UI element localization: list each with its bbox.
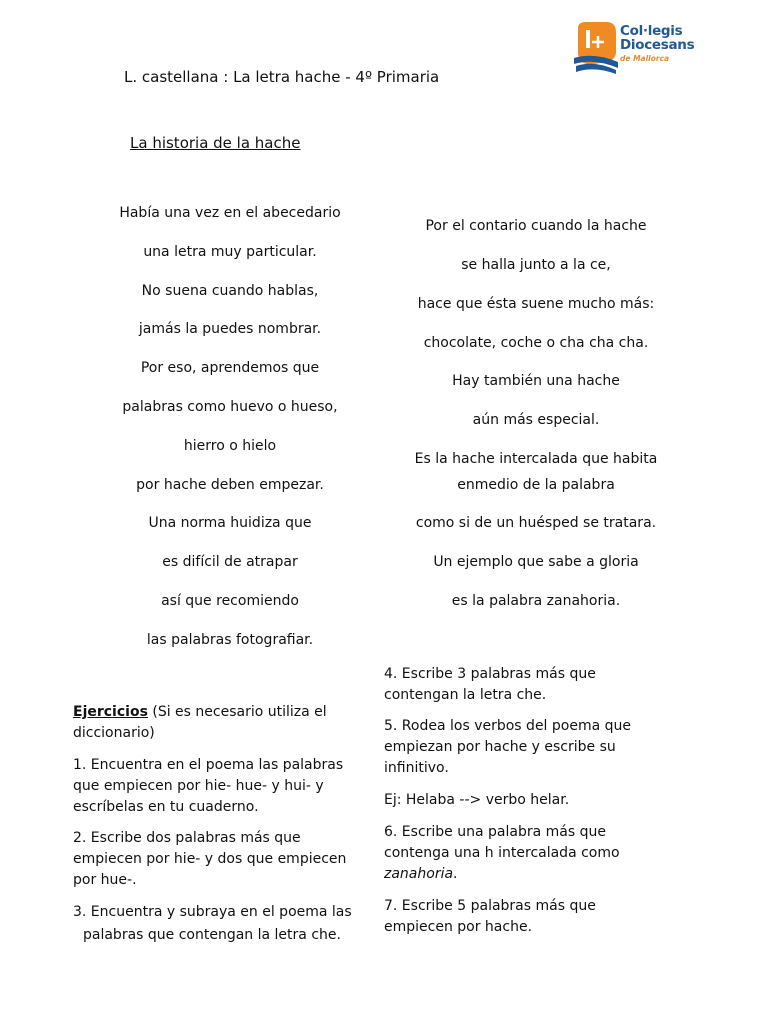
exercise-text: 3. Encuentra y subraya en el poema las: [73, 904, 352, 920]
page-header: L. castellana : La letra hache - 4º Primaria: [124, 68, 440, 86]
exercise-text: infinitivo.: [384, 760, 449, 776]
exercise-text: 1. Encuentra en el poema las palabras: [73, 757, 344, 773]
exercise-5: [384, 716, 684, 779]
exercise-6-word: zanahoria: [384, 866, 454, 882]
poem-line: palabras como huevo o hueso,: [122, 399, 338, 415]
exercises-heading: Ejercicios: [73, 704, 148, 720]
poem-line: Una norma huidiza que: [148, 515, 312, 531]
poem-line: Un ejemplo que sabe a gloria: [433, 554, 639, 570]
poem-line: se halla junto a la ce,: [461, 257, 611, 273]
logo-line-3: de Mallorca: [620, 54, 670, 63]
exercise-text: 5. Rodea los verbos del poema que: [384, 718, 631, 734]
poem-line: Es la hache intercalada que habita: [414, 451, 658, 467]
exercise-text: contenga una h intercalada como: [384, 845, 620, 861]
poem-line: chocolate, coche o cha cha cha.: [423, 335, 649, 351]
exercise-6: [384, 822, 684, 885]
school-logo-text: [620, 24, 694, 66]
exercise-4: [384, 664, 684, 706]
exercise-text: 6. Escribe una palabra más que: [384, 824, 606, 840]
poem-line: enmedio de la palabra: [457, 477, 615, 493]
poem-title: La historia de la hache: [130, 134, 301, 152]
poem-line: No suena cuando hablas,: [141, 283, 319, 299]
logo-line-1: Col·legis: [620, 23, 683, 39]
exercise-text: empiecen por hache.: [384, 919, 533, 935]
poem-line: por hache deben empezar.: [136, 477, 324, 493]
exercise-text: 4. Escribe 3 palabras más que: [384, 666, 596, 682]
exercise-text: palabras que contengan la letra che.: [83, 927, 341, 943]
exercises-heading-block: [73, 702, 383, 744]
exercise-text: que empiecen por hie- hue- y hui- y: [73, 778, 324, 794]
poem-line: Por eso, aprendemos que: [140, 360, 320, 376]
exercise-text: por hue-.: [73, 872, 137, 888]
exercise-1: [73, 755, 383, 818]
poem-line: como si de un huésped se tratara.: [415, 515, 657, 531]
poem-line: aún más especial.: [472, 412, 600, 428]
exercise-3: [73, 902, 385, 946]
poem-line: es difícil de atrapar: [162, 554, 298, 570]
poem-line: las palabras fotografiar.: [146, 632, 314, 648]
poem-line: es la palabra zanahoria.: [451, 593, 621, 609]
exercise-7: [384, 896, 684, 938]
exercise-2: [73, 828, 383, 891]
poem-line: así que recomiendo: [161, 593, 299, 609]
exercise-text: empiezan por hache y escribe su: [384, 739, 616, 755]
school-logo-icon: [572, 18, 620, 78]
poem-line: hace que ésta suene mucho más:: [417, 296, 655, 312]
poem-line: Había una vez en el abecedario: [119, 205, 341, 221]
exercise-example: Ej: Helaba --> verbo helar.: [384, 792, 570, 808]
school-logo: [572, 18, 742, 78]
exercise-text: 7. Escribe 5 palabras más que: [384, 898, 596, 914]
exercise-text: empiecen por hie- y dos que empiecen: [73, 851, 347, 867]
poem-line: Por el contario cuando la hache: [425, 218, 647, 234]
logo-line-2: Diocesans: [620, 37, 695, 53]
exercise-text: escríbelas en tu cuaderno.: [73, 799, 259, 815]
exercises-heading-note-2: diccionario): [73, 725, 155, 741]
poem-line: jamás la puedes nombrar.: [138, 321, 322, 337]
poem-line: hierro o hielo: [183, 438, 277, 454]
poem-line: una letra muy particular.: [143, 244, 317, 260]
exercises-heading-note: (Si es necesario utiliza el: [147, 704, 327, 720]
exercise-text: 2. Escribe dos palabras más que: [73, 830, 301, 846]
exercise-text: contengan la letra che.: [384, 687, 547, 703]
exercise-text: .: [453, 866, 458, 882]
poem-line: Hay también una hache: [452, 373, 620, 389]
